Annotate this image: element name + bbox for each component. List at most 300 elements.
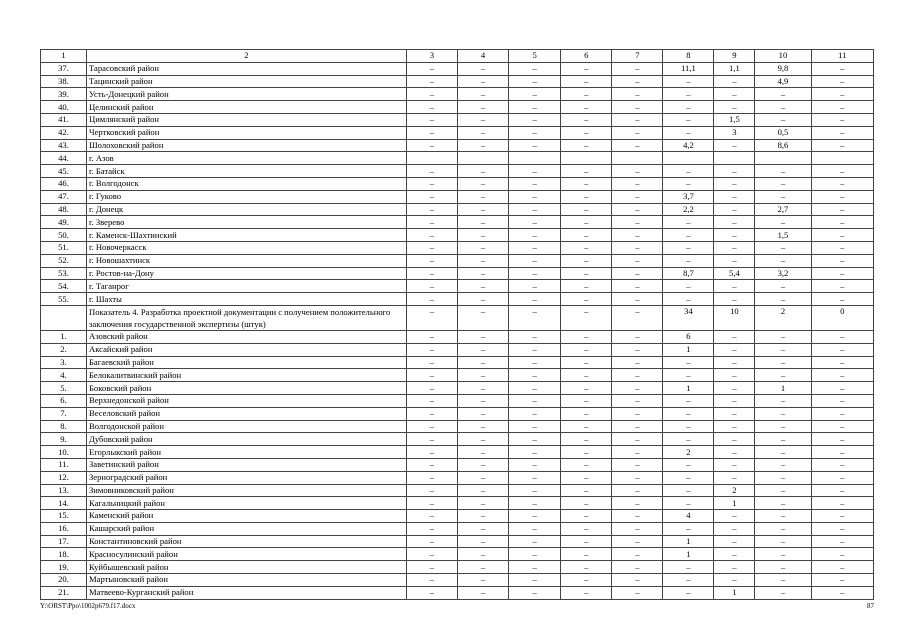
- value-cell: –: [561, 382, 612, 395]
- value-cell: –: [714, 420, 755, 433]
- value-cell: –: [406, 293, 457, 306]
- value-cell: –: [714, 165, 755, 178]
- value-cell: –: [811, 343, 873, 356]
- value-cell: –: [561, 254, 612, 267]
- value-cell: –: [509, 165, 561, 178]
- value-cell: –: [457, 458, 508, 471]
- table-row: [41, 88, 874, 101]
- row-name: Верхнедонской район: [86, 394, 406, 407]
- value-cell: –: [561, 548, 612, 561]
- row-number: 1.: [41, 330, 87, 343]
- value-cell: –: [457, 126, 508, 139]
- header-cell: 10: [755, 50, 811, 63]
- row-number: 43.: [41, 139, 87, 152]
- value-cell: –: [755, 280, 811, 293]
- value-cell: –: [811, 394, 873, 407]
- value-cell: –: [612, 382, 663, 395]
- row-number: 42.: [41, 126, 87, 139]
- value-cell: –: [714, 293, 755, 306]
- value-cell: 8,6: [755, 139, 811, 152]
- value-cell: 1: [663, 535, 714, 548]
- table-row: [41, 280, 874, 293]
- data-table: [40, 49, 874, 600]
- value-cell: –: [457, 497, 508, 510]
- row-number: 51.: [41, 241, 87, 254]
- value-cell: –: [612, 75, 663, 88]
- value-cell: –: [457, 305, 508, 330]
- value-cell: –: [457, 407, 508, 420]
- value-cell: –: [612, 88, 663, 101]
- value-cell: –: [755, 394, 811, 407]
- table-row: [41, 241, 874, 254]
- table-row: [41, 420, 874, 433]
- value-cell: –: [714, 561, 755, 574]
- value-cell: –: [509, 216, 561, 229]
- value-cell: –: [714, 75, 755, 88]
- value-cell: –: [714, 522, 755, 535]
- value-cell: –: [406, 535, 457, 548]
- value-cell: –: [509, 522, 561, 535]
- value-cell: –: [457, 88, 508, 101]
- value-cell: –: [663, 394, 714, 407]
- row-number: 49.: [41, 216, 87, 229]
- value-cell: –: [811, 522, 873, 535]
- value-cell: –: [457, 510, 508, 523]
- row-name: Константиновский район: [86, 535, 406, 548]
- value-cell: –: [406, 343, 457, 356]
- value-cell: –: [714, 510, 755, 523]
- value-cell: 1,1: [714, 62, 755, 75]
- value-cell: [811, 152, 873, 165]
- value-cell: –: [612, 190, 663, 203]
- table-row: [41, 343, 874, 356]
- value-cell: –: [663, 420, 714, 433]
- row-number: 21.: [41, 586, 87, 599]
- value-cell: –: [406, 190, 457, 203]
- value-cell: –: [714, 203, 755, 216]
- row-number: 17.: [41, 535, 87, 548]
- value-cell: [612, 152, 663, 165]
- row-name: г. Гуково: [86, 190, 406, 203]
- value-cell: –: [406, 356, 457, 369]
- value-cell: –: [457, 280, 508, 293]
- value-cell: –: [406, 101, 457, 114]
- value-cell: –: [406, 394, 457, 407]
- value-cell: –: [457, 522, 508, 535]
- value-cell: –: [406, 203, 457, 216]
- value-cell: –: [561, 433, 612, 446]
- value-cell: –: [561, 177, 612, 190]
- row-name: Багаевский район: [86, 356, 406, 369]
- value-cell: –: [612, 330, 663, 343]
- value-cell: [663, 152, 714, 165]
- row-name: Усть-Донецкий район: [86, 88, 406, 101]
- value-cell: –: [755, 535, 811, 548]
- value-cell: –: [811, 586, 873, 599]
- value-cell: –: [509, 471, 561, 484]
- value-cell: –: [406, 510, 457, 523]
- row-name: Азовский район: [86, 330, 406, 343]
- table-row: [41, 330, 874, 343]
- value-cell: –: [714, 343, 755, 356]
- value-cell: –: [457, 165, 508, 178]
- table-row: [41, 394, 874, 407]
- value-cell: –: [457, 356, 508, 369]
- value-cell: –: [811, 293, 873, 306]
- value-cell: –: [811, 62, 873, 75]
- value-cell: –: [755, 343, 811, 356]
- row-number: 4.: [41, 369, 87, 382]
- value-cell: –: [755, 497, 811, 510]
- value-cell: –: [509, 254, 561, 267]
- value-cell: –: [457, 535, 508, 548]
- value-cell: –: [811, 356, 873, 369]
- row-number: 13.: [41, 484, 87, 497]
- value-cell: –: [714, 535, 755, 548]
- value-cell: –: [561, 561, 612, 574]
- value-cell: –: [457, 101, 508, 114]
- file-path: Y:\ORST\Ppo\1002p679.f17.docx: [40, 602, 136, 610]
- value-cell: –: [811, 126, 873, 139]
- value-cell: –: [612, 229, 663, 242]
- value-cell: –: [714, 548, 755, 561]
- value-cell: –: [457, 343, 508, 356]
- value-cell: –: [406, 280, 457, 293]
- row-number: 15.: [41, 510, 87, 523]
- value-cell: –: [509, 343, 561, 356]
- value-cell: –: [663, 280, 714, 293]
- row-name: Целинский район: [86, 101, 406, 114]
- row-number: 6.: [41, 394, 87, 407]
- row-name: г. Каменск-Шахтинский: [86, 229, 406, 242]
- value-cell: –: [663, 458, 714, 471]
- value-cell: –: [457, 203, 508, 216]
- value-cell: –: [457, 75, 508, 88]
- value-cell: –: [457, 62, 508, 75]
- row-name: г. Зверево: [86, 216, 406, 229]
- value-cell: 8,7: [663, 267, 714, 280]
- table-row: [41, 561, 874, 574]
- value-cell: 3,7: [663, 190, 714, 203]
- value-cell: –: [509, 407, 561, 420]
- row-name: Мартыновский район: [86, 574, 406, 587]
- value-cell: 0: [811, 305, 873, 330]
- value-cell: –: [755, 330, 811, 343]
- value-cell: –: [663, 522, 714, 535]
- row-number: 39.: [41, 88, 87, 101]
- row-name: г. Волгодонск: [86, 177, 406, 190]
- row-number: 19.: [41, 561, 87, 574]
- row-name: Куйбышевский район: [86, 561, 406, 574]
- value-cell: –: [612, 586, 663, 599]
- value-cell: –: [755, 241, 811, 254]
- value-cell: –: [714, 382, 755, 395]
- value-cell: –: [509, 75, 561, 88]
- table-row: [41, 535, 874, 548]
- value-cell: 1: [755, 382, 811, 395]
- value-cell: –: [612, 369, 663, 382]
- value-cell: –: [561, 293, 612, 306]
- value-cell: –: [714, 369, 755, 382]
- value-cell: –: [509, 574, 561, 587]
- row-name: Веселовский район: [86, 407, 406, 420]
- value-cell: [457, 152, 508, 165]
- value-cell: –: [561, 216, 612, 229]
- value-cell: –: [561, 510, 612, 523]
- value-cell: –: [406, 139, 457, 152]
- value-cell: –: [714, 177, 755, 190]
- value-cell: –: [561, 394, 612, 407]
- value-cell: –: [457, 586, 508, 599]
- value-cell: –: [811, 267, 873, 280]
- value-cell: 2: [755, 305, 811, 330]
- value-cell: –: [612, 280, 663, 293]
- header-cell: 7: [612, 50, 663, 63]
- value-cell: –: [811, 497, 873, 510]
- value-cell: –: [509, 267, 561, 280]
- table-row: [41, 216, 874, 229]
- value-cell: –: [457, 574, 508, 587]
- row-number: 53.: [41, 267, 87, 280]
- value-cell: –: [406, 407, 457, 420]
- value-cell: –: [663, 101, 714, 114]
- value-cell: –: [457, 216, 508, 229]
- value-cell: –: [509, 497, 561, 510]
- row-name: г. Азов: [86, 152, 406, 165]
- value-cell: –: [663, 433, 714, 446]
- value-cell: –: [561, 75, 612, 88]
- value-cell: –: [561, 62, 612, 75]
- value-cell: –: [612, 241, 663, 254]
- row-number: 5.: [41, 382, 87, 395]
- value-cell: –: [509, 101, 561, 114]
- value-cell: –: [755, 190, 811, 203]
- value-cell: –: [457, 382, 508, 395]
- row-name: Чертковский район: [86, 126, 406, 139]
- row-number: 9.: [41, 433, 87, 446]
- indicator-title: Показатель 4. Разработка проектной документации с получением положительного заключения государственной экспертизы (штук): [86, 305, 406, 330]
- value-cell: –: [811, 433, 873, 446]
- value-cell: –: [663, 369, 714, 382]
- row-name: Егорлыкский район: [86, 446, 406, 459]
- table-row: [41, 293, 874, 306]
- value-cell: –: [663, 574, 714, 587]
- value-cell: 3,2: [755, 267, 811, 280]
- value-cell: –: [457, 471, 508, 484]
- value-cell: –: [714, 356, 755, 369]
- value-cell: –: [811, 101, 873, 114]
- value-cell: –: [406, 420, 457, 433]
- row-number: 2.: [41, 343, 87, 356]
- header-cell: 2: [86, 50, 406, 63]
- value-cell: –: [561, 407, 612, 420]
- value-cell: –: [457, 293, 508, 306]
- value-cell: –: [755, 561, 811, 574]
- value-cell: –: [663, 75, 714, 88]
- value-cell: –: [755, 407, 811, 420]
- value-cell: –: [561, 446, 612, 459]
- table-row: [41, 267, 874, 280]
- value-cell: –: [612, 535, 663, 548]
- value-cell: 1,5: [714, 113, 755, 126]
- value-cell: –: [406, 254, 457, 267]
- value-cell: –: [755, 574, 811, 587]
- value-cell: –: [663, 293, 714, 306]
- value-cell: 1: [714, 586, 755, 599]
- value-cell: –: [406, 484, 457, 497]
- value-cell: 1,5: [755, 229, 811, 242]
- value-cell: –: [561, 522, 612, 535]
- value-cell: –: [612, 62, 663, 75]
- row-name: г. Таганрог: [86, 280, 406, 293]
- value-cell: –: [612, 293, 663, 306]
- row-number: 18.: [41, 548, 87, 561]
- value-cell: –: [509, 510, 561, 523]
- value-cell: [561, 152, 612, 165]
- table-row: [41, 177, 874, 190]
- value-cell: –: [612, 497, 663, 510]
- value-cell: –: [561, 535, 612, 548]
- value-cell: –: [755, 471, 811, 484]
- value-cell: –: [406, 216, 457, 229]
- value-cell: –: [811, 254, 873, 267]
- value-cell: –: [811, 190, 873, 203]
- value-cell: –: [457, 484, 508, 497]
- value-cell: –: [755, 177, 811, 190]
- row-number: 55.: [41, 293, 87, 306]
- row-number: 8.: [41, 420, 87, 433]
- value-cell: 1: [663, 343, 714, 356]
- value-cell: –: [406, 586, 457, 599]
- table-row: [41, 62, 874, 75]
- row-name: Аксайский район: [86, 343, 406, 356]
- value-cell: –: [755, 458, 811, 471]
- value-cell: –: [663, 126, 714, 139]
- value-cell: –: [561, 305, 612, 330]
- table-row: [41, 407, 874, 420]
- value-cell: –: [457, 229, 508, 242]
- value-cell: –: [561, 497, 612, 510]
- row-number: 44.: [41, 152, 87, 165]
- value-cell: –: [612, 471, 663, 484]
- value-cell: –: [406, 88, 457, 101]
- row-number: 16.: [41, 522, 87, 535]
- row-number: 54.: [41, 280, 87, 293]
- value-cell: –: [509, 330, 561, 343]
- header-cell: 1: [41, 50, 87, 63]
- value-cell: –: [509, 586, 561, 599]
- row-name: Белокалитвинский район: [86, 369, 406, 382]
- value-cell: –: [561, 330, 612, 343]
- value-cell: –: [612, 420, 663, 433]
- value-cell: –: [509, 356, 561, 369]
- value-cell: –: [811, 165, 873, 178]
- value-cell: –: [714, 330, 755, 343]
- value-cell: –: [663, 586, 714, 599]
- row-number: 10.: [41, 446, 87, 459]
- value-cell: –: [561, 139, 612, 152]
- table-row: [41, 190, 874, 203]
- value-cell: –: [811, 241, 873, 254]
- value-cell: –: [509, 458, 561, 471]
- value-cell: 9,8: [755, 62, 811, 75]
- value-cell: –: [755, 420, 811, 433]
- value-cell: –: [509, 433, 561, 446]
- row-name: г. Новочеркасск: [86, 241, 406, 254]
- value-cell: –: [457, 369, 508, 382]
- value-cell: 2: [714, 484, 755, 497]
- value-cell: –: [509, 113, 561, 126]
- value-cell: –: [612, 394, 663, 407]
- value-cell: –: [406, 574, 457, 587]
- value-cell: –: [811, 113, 873, 126]
- row-name: Кашарский район: [86, 522, 406, 535]
- value-cell: –: [663, 88, 714, 101]
- value-cell: –: [714, 433, 755, 446]
- table-row: [41, 254, 874, 267]
- row-name: Кагальницкий район: [86, 497, 406, 510]
- value-cell: –: [755, 101, 811, 114]
- value-cell: –: [509, 484, 561, 497]
- row-number: 45.: [41, 165, 87, 178]
- table-row: [41, 433, 874, 446]
- value-cell: –: [612, 484, 663, 497]
- value-cell: –: [612, 305, 663, 330]
- value-cell: –: [755, 548, 811, 561]
- value-cell: –: [509, 88, 561, 101]
- value-cell: –: [561, 280, 612, 293]
- row-number: 40.: [41, 101, 87, 114]
- value-cell: –: [755, 165, 811, 178]
- value-cell: –: [811, 280, 873, 293]
- row-number: 3.: [41, 356, 87, 369]
- value-cell: –: [457, 446, 508, 459]
- row-number: 12.: [41, 471, 87, 484]
- value-cell: –: [811, 484, 873, 497]
- value-cell: –: [509, 382, 561, 395]
- value-cell: –: [406, 522, 457, 535]
- row-name: Дубовский район: [86, 433, 406, 446]
- value-cell: –: [714, 216, 755, 229]
- value-cell: –: [561, 241, 612, 254]
- row-name: г. Батайск: [86, 165, 406, 178]
- row-number: 41.: [41, 113, 87, 126]
- value-cell: –: [509, 280, 561, 293]
- row-number: 47.: [41, 190, 87, 203]
- value-cell: –: [811, 203, 873, 216]
- value-cell: –: [612, 433, 663, 446]
- value-cell: –: [663, 407, 714, 420]
- row-number: 37.: [41, 62, 87, 75]
- page-number: 87: [867, 602, 874, 610]
- value-cell: –: [755, 586, 811, 599]
- value-cell: –: [663, 484, 714, 497]
- header-cell: 9: [714, 50, 755, 63]
- value-cell: –: [406, 229, 457, 242]
- row-name: Каменский район: [86, 510, 406, 523]
- value-cell: –: [406, 75, 457, 88]
- value-cell: –: [811, 458, 873, 471]
- table-row: [41, 471, 874, 484]
- value-cell: –: [457, 241, 508, 254]
- value-cell: –: [561, 420, 612, 433]
- value-cell: 6: [663, 330, 714, 343]
- table-row: [41, 574, 874, 587]
- value-cell: –: [612, 254, 663, 267]
- value-cell: –: [457, 433, 508, 446]
- value-cell: –: [811, 574, 873, 587]
- value-cell: –: [509, 561, 561, 574]
